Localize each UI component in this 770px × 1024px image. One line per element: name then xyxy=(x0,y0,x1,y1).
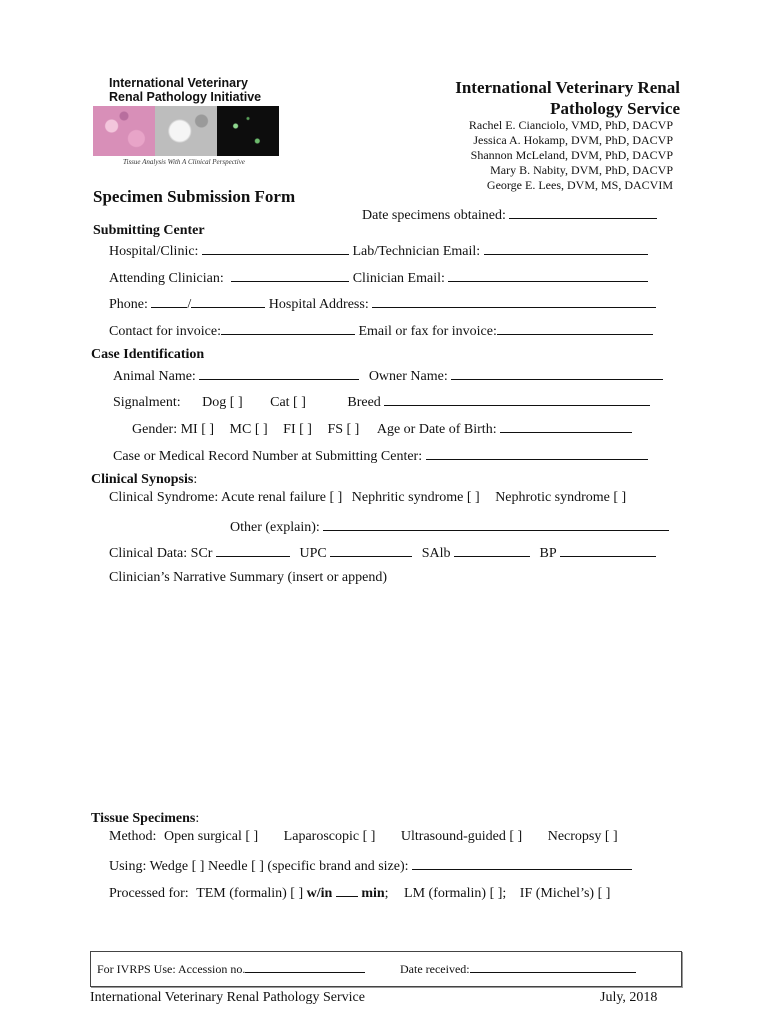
signalment-row xyxy=(113,392,650,411)
syndrome-row xyxy=(109,490,626,506)
service-title xyxy=(455,77,680,119)
logo xyxy=(93,76,279,170)
upc-field[interactable] xyxy=(330,543,412,557)
clinical-heading-text: Clinical Synopsis xyxy=(91,472,194,487)
service-title-line2: Pathology Service xyxy=(550,99,680,118)
gender-label: Gender: xyxy=(132,422,178,437)
clinician-field[interactable] xyxy=(231,268,349,282)
method-label: Method: xyxy=(109,829,157,844)
gender-fi-checkbox[interactable]: FI [ ] xyxy=(283,422,312,437)
date-obtained-label: Date specimens obtained: xyxy=(362,208,506,223)
min-semicolon: ; xyxy=(384,886,389,901)
date-received-field[interactable] xyxy=(470,962,636,973)
narrative-area[interactable] xyxy=(93,592,678,807)
histology-image-3 xyxy=(217,106,279,156)
narrative-label: Clinician’s Narrative Summary (insert or append) xyxy=(109,570,387,585)
if-checkbox[interactable]: IF (Michel’s) [ ] xyxy=(519,886,611,901)
other-field[interactable] xyxy=(323,517,669,531)
clinical-data-row xyxy=(109,543,656,562)
ultrasound-checkbox[interactable]: Ultrasound-guided [ ] xyxy=(400,829,523,844)
invoice-field[interactable] xyxy=(221,321,355,335)
necropsy-checkbox[interactable]: Necropsy [ ] xyxy=(547,829,618,844)
staff-member: Mary B. Nabity, DVM, PhD, DACVP xyxy=(490,163,673,177)
nephritic-checkbox[interactable]: Nephritic syndrome [ ] xyxy=(351,490,480,505)
record-field[interactable] xyxy=(426,446,648,460)
laparoscopic-checkbox[interactable]: Laparoscopic [ ] xyxy=(283,829,376,844)
breed-label: Breed xyxy=(347,395,381,410)
office-use-box xyxy=(90,951,682,987)
bp-field[interactable] xyxy=(560,543,656,557)
gender-fs-checkbox[interactable]: FS [ ] xyxy=(327,422,360,437)
staff-member: George E. Lees, DVM, MS, DACVIM xyxy=(486,178,673,192)
phone-row xyxy=(109,294,656,313)
phone-label: Phone: xyxy=(109,297,148,312)
hospital-field[interactable] xyxy=(202,241,349,255)
lab-email-label: Lab/Technician Email: xyxy=(352,244,481,259)
using-label: Using: xyxy=(109,859,147,874)
tem-minutes-field[interactable] xyxy=(336,883,358,897)
clinician-email-label: Clinician Email: xyxy=(352,271,445,286)
processed-label: Processed for: xyxy=(109,886,189,901)
method-row xyxy=(109,829,618,845)
processed-row xyxy=(109,883,610,902)
phone-number-field[interactable] xyxy=(191,294,265,308)
staff-member: Jessica A. Hokamp, DVM, PhD, DACVP xyxy=(473,133,673,147)
footer-org: International Veterinary Renal Pathology Service xyxy=(90,990,365,1005)
breed-field[interactable] xyxy=(384,392,650,406)
open-surgical-checkbox[interactable]: Open surgical [ ] xyxy=(163,829,259,844)
case-id-heading: Case Identification xyxy=(91,347,205,362)
clinical-data-label: Clinical Data: xyxy=(109,546,188,561)
date-obtained-row xyxy=(362,205,657,224)
logo-image-strip xyxy=(93,106,279,156)
staff-member: Rachel E. Cianciolo, VMD, PhD, DACVP xyxy=(468,118,673,132)
clinical-heading-colon: : xyxy=(193,472,198,487)
form-title: Specimen Submission Form xyxy=(93,187,296,206)
accession-label: For IVRPS Use: Accession no. xyxy=(97,962,246,976)
logo-title-line2: Renal Pathology Initiative xyxy=(109,90,262,104)
nephrotic-checkbox[interactable]: Nephrotic syndrome [ ] xyxy=(495,490,627,505)
hospital-row xyxy=(109,241,648,260)
lm-checkbox[interactable]: LM (formalin) [ ]; xyxy=(404,886,507,901)
signalment-label: Signalment: xyxy=(113,395,181,410)
date-received-row xyxy=(400,962,636,977)
lab-email-field[interactable] xyxy=(484,241,648,255)
clinical-synopsis-heading xyxy=(91,472,197,488)
invoice-row xyxy=(109,321,653,340)
scr-field[interactable] xyxy=(216,543,290,557)
footer-date: July, 2018 xyxy=(600,990,658,1005)
date-obtained-field[interactable] xyxy=(509,205,657,219)
address-field[interactable] xyxy=(372,294,656,308)
hospital-label: Hospital/Clinic: xyxy=(109,244,199,259)
animal-row xyxy=(113,366,663,385)
owner-field[interactable] xyxy=(451,366,663,380)
gender-row xyxy=(132,419,632,438)
bp-label: BP xyxy=(539,546,557,561)
cat-checkbox[interactable]: Cat [ ] xyxy=(270,395,306,410)
staff-member: Shannon McLeland, DVM, PhD, DACVP xyxy=(470,148,673,162)
animal-field[interactable] xyxy=(199,366,359,380)
date-received-label: Date received: xyxy=(400,962,470,976)
histology-image-2 xyxy=(155,106,217,156)
win-label: w/in xyxy=(306,886,333,901)
salb-label: SAlb xyxy=(421,546,451,561)
email-fax-label: Email or fax for invoice: xyxy=(358,324,497,339)
tem-checkbox[interactable]: TEM (formalin) [ ] xyxy=(196,886,304,901)
scr-label: SCr xyxy=(190,546,213,561)
age-field[interactable] xyxy=(500,419,632,433)
owner-label: Owner Name: xyxy=(368,369,448,384)
clinician-label: Attending Clinician: xyxy=(109,271,224,286)
min-label: min xyxy=(361,886,385,901)
submitting-center-heading: Submitting Center xyxy=(93,223,205,238)
record-label: Case or Medical Record Number at Submitting Center: xyxy=(113,449,423,464)
needle-checkbox[interactable]: Needle [ ] (specific brand and size): xyxy=(207,859,409,874)
tissue-heading-colon: : xyxy=(195,811,200,826)
service-title-line1: International Veterinary Renal xyxy=(455,78,680,97)
other-row xyxy=(230,517,669,536)
arf-checkbox[interactable]: Acute renal failure [ ] xyxy=(221,490,343,505)
syndrome-label: Clinical Syndrome: xyxy=(109,490,219,505)
phone-area-field[interactable] xyxy=(151,294,187,308)
email-fax-field[interactable] xyxy=(497,321,653,335)
wedge-checkbox[interactable]: Wedge [ ] xyxy=(149,859,205,874)
upc-label: UPC xyxy=(299,546,327,561)
salb-field[interactable] xyxy=(454,543,530,557)
logo-tagline: Tissue Analysis With A Clinical Perspective xyxy=(123,158,245,166)
dog-checkbox[interactable]: Dog [ ] xyxy=(202,395,243,410)
gender-mi-checkbox[interactable]: MI [ ] xyxy=(180,422,215,437)
other-label: Other (explain): xyxy=(230,520,320,535)
tissue-heading xyxy=(91,811,199,827)
record-row xyxy=(113,446,648,465)
clinician-row xyxy=(109,268,648,287)
phone-separator: / xyxy=(187,297,192,312)
staff-list xyxy=(469,118,673,193)
address-label: Hospital Address: xyxy=(268,297,369,312)
invoice-label: Contact for invoice: xyxy=(109,324,221,339)
logo-title-line1: International Veterinary xyxy=(109,76,248,90)
accession-field[interactable] xyxy=(245,962,365,973)
accession-row xyxy=(97,962,365,977)
histology-image-1 xyxy=(93,106,155,156)
needle-brand-field[interactable] xyxy=(412,856,632,870)
gender-mc-checkbox[interactable]: MC [ ] xyxy=(229,422,268,437)
animal-label: Animal Name: xyxy=(113,369,196,384)
tissue-heading-text: Tissue Specimens xyxy=(91,811,196,826)
age-label: Age or Date of Birth: xyxy=(376,422,497,437)
clinician-email-field[interactable] xyxy=(448,268,648,282)
using-row xyxy=(109,856,632,875)
